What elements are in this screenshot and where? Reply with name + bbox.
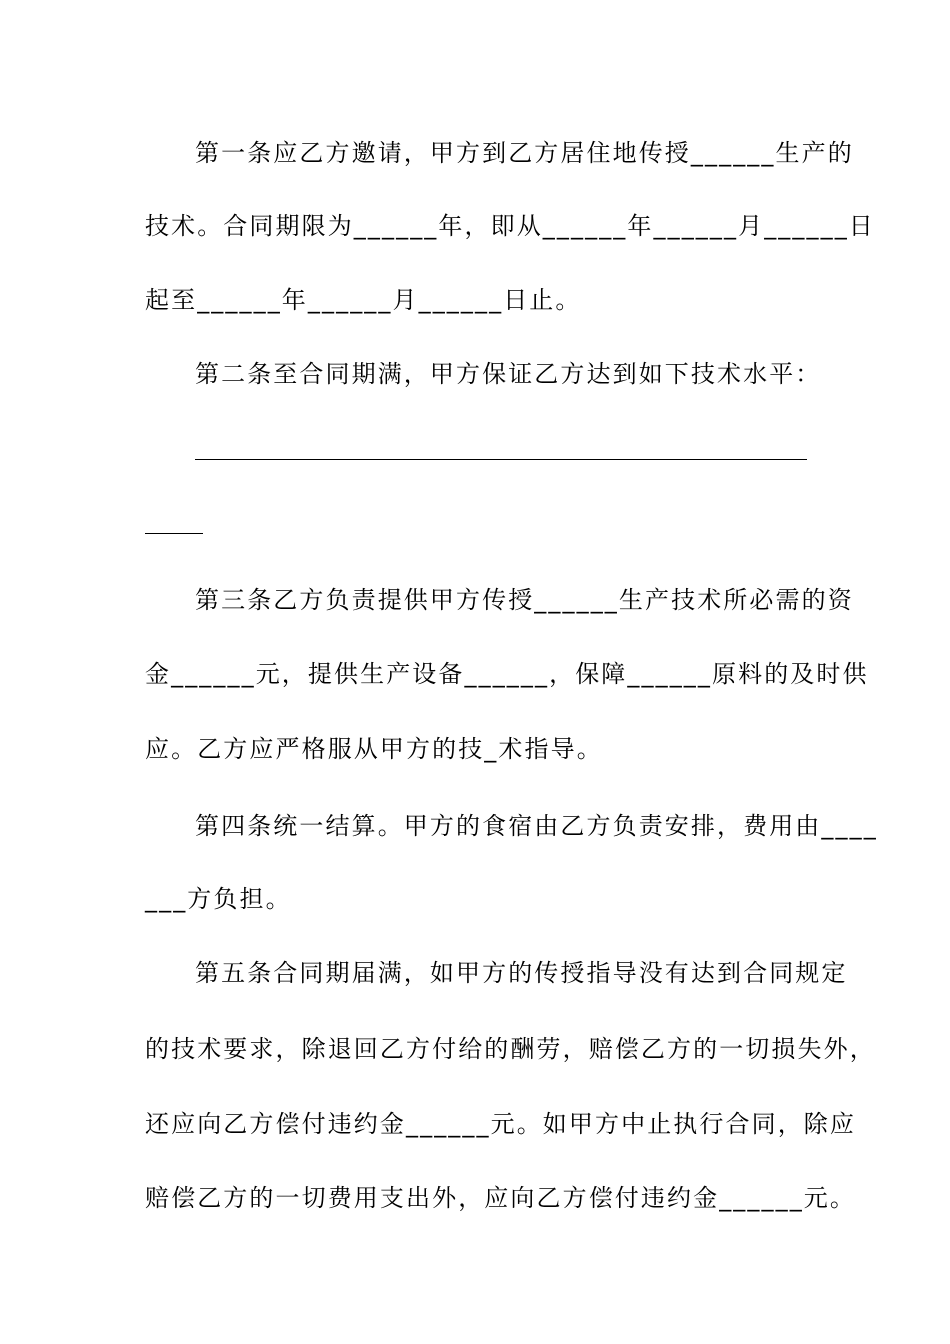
article-5-line-3: 还应向乙方偿付违约金______元。如甲方中止执行合同，除应 [145, 1110, 856, 1138]
article-3-line-1: 第三条乙方负责提供甲方传授______生产技术所必需的资 [195, 586, 854, 614]
article-5-line-1: 第五条合同期届满，如甲方的传授指导没有达到合同规定 [195, 959, 848, 987]
fill-in-blank-rule-continuation [145, 533, 203, 534]
article-2-line-1: 第二条至合同期满，甲方保证乙方达到如下技术水平： [195, 360, 822, 388]
article-3-line-3: 应。乙方应严格服从甲方的技_术指导。 [145, 735, 603, 763]
article-1-line-1: 第一条应乙方邀请，甲方到乙方居住地传授______生产的 [195, 139, 854, 167]
article-3-line-2: 金______元，提供生产设备______，保障______原料的及时供 [145, 660, 869, 688]
article-1-line-3: 起至______年______月______日止。 [145, 286, 582, 314]
article-5-line-2: 的技术要求，除退回乙方付给的酬劳，赔偿乙方的一切损失外， [145, 1035, 876, 1063]
article-4-line-2: ___方负担。 [145, 885, 292, 913]
article-4-line-1: 第四条统一结算。甲方的食宿由乙方负责安排，费用由____ [195, 812, 878, 840]
fill-in-blank-rule [195, 459, 807, 460]
article-1-line-2: 技术。合同期限为______年，即从______年______月______日 [145, 212, 875, 240]
article-5-line-4: 赔偿乙方的一切费用支出外，应向乙方偿付违约金______元。 [145, 1184, 856, 1212]
